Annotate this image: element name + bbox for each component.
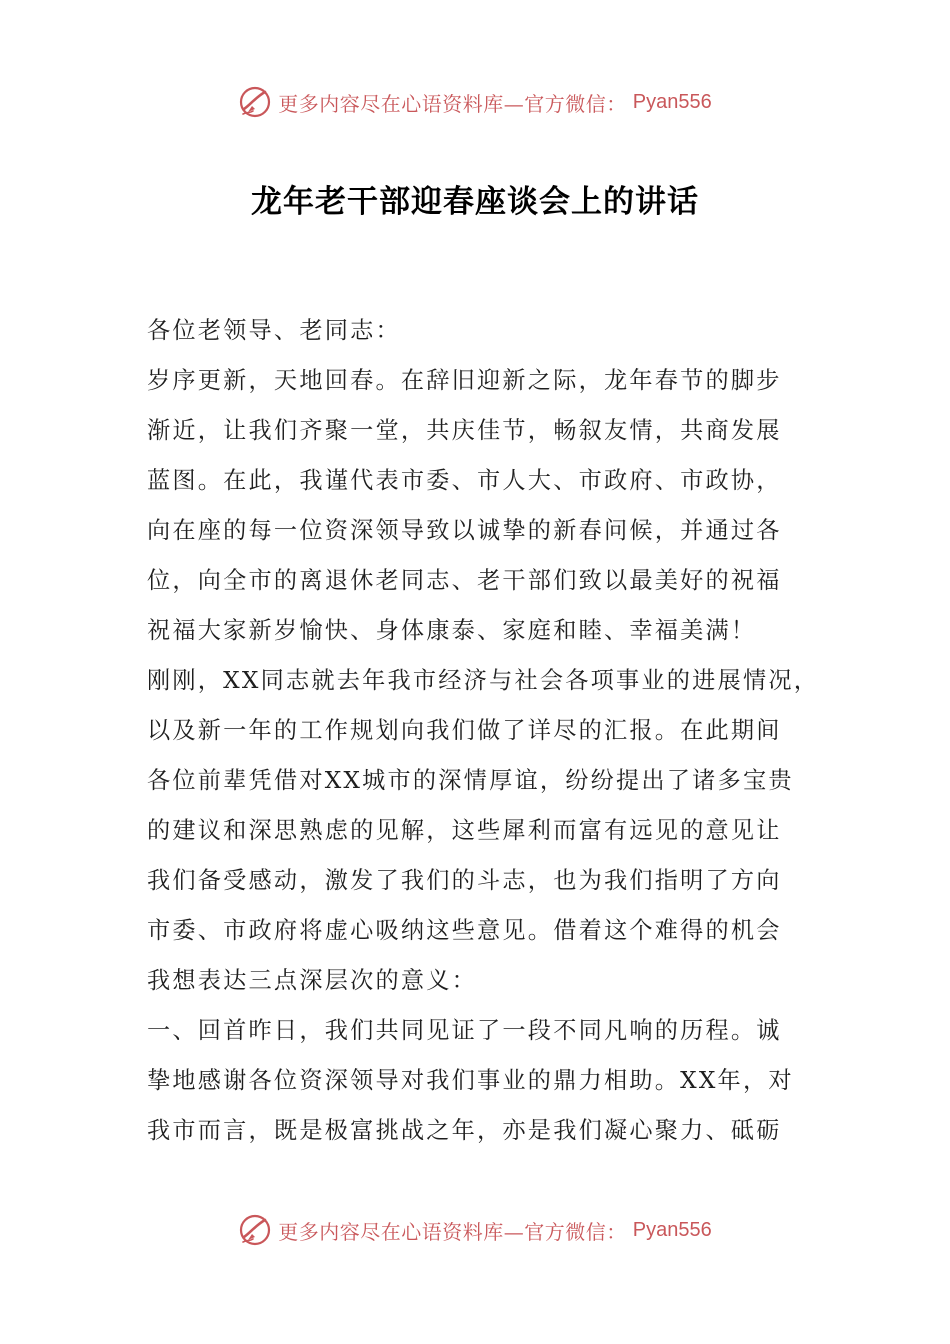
body-line: 各位老领导、老同志： [147,317,401,344]
body-line: 位，向全市的离退休老同志、老干部们致以最美好的祝福 [147,567,782,594]
watermark-wechat-id: Pyan556 [632,1218,712,1241]
body-line: 祝福大家新岁愉快、身体康泰、家庭和睦、幸福美满！ [147,617,757,644]
body-line: 向在座的每一位资深领导致以诚挚的新春问候，并通过各 [147,517,782,544]
body-line: 蓝图。在此，我谨代表市委、市人大、市政府、市政协， [147,467,782,494]
document-title: 龙年老干部迎春座谈会上的讲话 [251,184,699,220]
document-body [147,306,819,1156]
watermark-text: 更多内容尽在心语资料库—官方微信： [278,91,627,116]
body-line: 以及新一年的工作规划向我们做了详尽的汇报。在此期间 [147,717,782,744]
pen-logo-icon [238,85,272,119]
header-watermark [0,82,950,122]
body-line: 我们备受感动，激发了我们的斗志，也为我们指明了方向 [147,867,782,894]
footer-watermark [0,1210,950,1250]
body-line: 市委、市政府将虚心吸纳这些意见。借着这个难得的机会 [147,917,782,944]
body-line: 的建议和深思熟虑的见解，这些犀利而富有远见的意见让 [147,817,782,844]
watermark-text: 更多内容尽在心语资料库—官方微信： [278,1219,627,1244]
body-line: 岁序更新，天地回春。在辞旧迎新之际，龙年春节的脚步 [147,367,782,394]
pen-logo-icon [238,1213,272,1247]
body-line: 渐近，让我们齐聚一堂，共庆佳节，畅叙友情，共商发展 [147,417,782,444]
body-line: 各位前辈凭借对XX城市的深情厚谊，纷纷提出了诸多宝贵 [147,767,794,794]
body-line: 挚地感谢各位资深领导对我们事业的鼎力相助。XX年，对 [147,1067,794,1094]
watermark-wechat-id: Pyan556 [632,90,712,113]
body-line: 一、回首昨日，我们共同见证了一段不同凡响的历程。诚 [147,1017,782,1044]
body-line: 我市而言，既是极富挑战之年，亦是我们凝心聚力、砥砺 [147,1117,782,1144]
body-line: 我想表达三点深层次的意义： [147,967,478,994]
body-line: 刚刚，XX同志就去年我市经济与社会各项事业的进展情况， [147,667,820,694]
